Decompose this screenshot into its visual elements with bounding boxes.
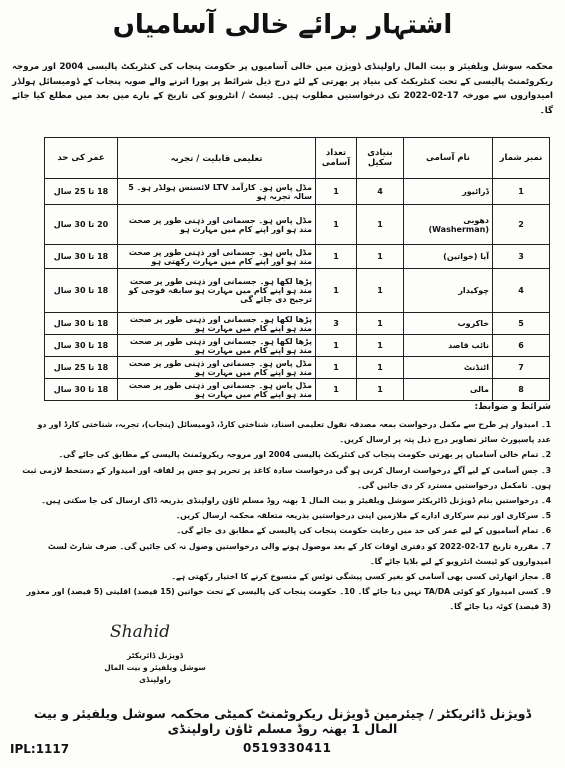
cell-serial: 8: [493, 379, 550, 401]
table-header-row: [45, 138, 550, 179]
condition-item: 3۔ جس آسامی کے لیے آگے درخواست ارسال کرنی ہو گی درخواست سادہ کاغذ پر تحریر ہو جس پر لفافہ اور امیدوار کے دستخط لازمی ثبت ہوں۔ نامکمل درخواستیں مسترد کر دی جائیں گی۔: [22, 465, 551, 490]
cell-scale: 1: [357, 357, 404, 379]
condition-item: 1۔ امیدوار ہر طرح سے مکمل درخواست بمعہ مصدقہ نقول تعلیمی اسناد، شناختی کارڈ، ڈومیسائل (پنجاب)، تجربہ، شناختی کارڈ اور دو عدد پاسپورٹ سائز تصاویر درج ذیل پتہ پر ارسال کریں۔: [37, 420, 551, 445]
condition-item: 8۔ مجاز اتھارٹی کسی بھی آسامی کو بغیر کسی پیشگی نوٹس کے منسوخ کرنے کا اختیار رکھتی ہے۔: [171, 572, 551, 582]
signature-block: [80, 622, 220, 702]
vacancies-table: [44, 137, 550, 401]
col-qualification: تعلیمی قابلیت / تجربہ: [118, 138, 316, 179]
cell-post: نائب قاصد: [404, 335, 493, 357]
condition-item: 9۔ کسی امیدوار کو کوئی TA/DA نہیں دیا جائے گا۔ 10۔ حکومت پنجاب کی پالیسی کے تحت خواتین (15 فیصد) اقلیتی (5 فیصد) اور معذور (3 فیصد) کوٹہ دیا جائے گا۔: [26, 587, 551, 612]
cell-qualification: پڑھا لکھا ہو۔ جسمانی اور ذہنی طور پر صحت مند ہو اپنے کام میں مہارت ہو سابقہ فوجی کو ترجیح دی جائے گی: [118, 269, 316, 313]
cell-post: اٹنڈنٹ: [404, 357, 493, 379]
table-row: [45, 269, 550, 313]
table-row: [45, 357, 550, 379]
cell-count: 1: [316, 269, 357, 313]
signatory-office: سوشل ویلفیئر و بیت المال راولپنڈی: [104, 663, 206, 684]
cell-qualification: مڈل پاس ہو۔ جسمانی اور ذہنی طور پر صحت مند ہو اپنے کام میں مہارت ہو: [118, 357, 316, 379]
condition-item: 5۔ سرکاری اور نیم سرکاری ادارے کے ملازمین اپنی درخواستیں بذریعہ متعلقہ محکمہ ارسال کریں۔: [175, 511, 551, 521]
cell-age: 18 تا 30 سال: [45, 269, 118, 313]
table-row: [45, 205, 550, 245]
cell-count: 1: [316, 357, 357, 379]
cell-qualification: پڑھا لکھا ہو۔ جسمانی اور ذہنی طور پر صحت مند ہو اپنے کام میں مہارت ہو: [118, 313, 316, 335]
cell-serial: 5: [493, 313, 550, 335]
cell-scale: 1: [357, 379, 404, 401]
cell-post: دھوبی (Washerman): [404, 205, 493, 245]
cell-serial: 3: [493, 245, 550, 269]
condition-item: 4۔ درخواستیں بنام ڈویژنل ڈائریکٹر سوشل ویلفیئر و بیت المال 1 بھنہ روڈ مسلم ٹاؤن راولپنڈی بذریعہ ڈاک ارسال کی جا سکتی ہیں۔: [41, 496, 551, 506]
footer-address: ڈویژنل ڈائریکٹر / چیئرمین ڈویژنل ریکروٹمنٹ کمیٹی محکمہ سوشل ویلفیئر و بیت المال 1 بھنہ روڈ مسلم ٹاؤن راولپنڈی: [33, 706, 532, 736]
cell-qualification: پڑھا لکھا ہو۔ جسمانی اور ذہنی طور پر صحت مند ہو اپنے کام میں مہارت ہو: [118, 335, 316, 357]
col-basic-scale: بنیادی سکیل: [357, 138, 404, 179]
cell-count: 3: [316, 313, 357, 335]
cell-age: 18 تا 30 سال: [45, 335, 118, 357]
ipl-number: IPL:1117: [10, 742, 70, 756]
cell-count: 1: [316, 245, 357, 269]
condition-item: 2۔ تمام خالی آسامیاں پر بھرتی حکومت پنجاب کی کنٹریکٹ پالیسی 2004 اور مروجہ ریکروٹمنٹ پالیسی کے مطابق کی جائے گی۔: [58, 450, 551, 460]
cell-serial: 6: [493, 335, 550, 357]
cell-count: 1: [316, 205, 357, 245]
cell-age: 18 تا 30 سال: [45, 245, 118, 269]
cell-qualification: مڈل پاس ہو۔ جسمانی اور ذہنی طور پر صحت مند ہو اور اپنے کام میں مہارت ہو: [118, 205, 316, 245]
cell-scale: 1: [357, 245, 404, 269]
cell-qualification: مڈل پاس ہو۔ جسمانی اور ذہنی طور پر صحت مند ہو اور اپنے کام میں مہارت رکھتی ہو: [118, 245, 316, 269]
col-post-name: نام آسامی: [404, 138, 493, 179]
condition-item: 6۔ تمام آسامیوں کے لیے عمر کی حد میں رعایت حکومت پنجاب کی پالیسی کے مطابق دی جائے گی۔: [176, 526, 551, 536]
signature: Shahid: [110, 622, 170, 642]
cell-count: 1: [316, 179, 357, 205]
cell-age: 20 تا 30 سال: [45, 205, 118, 245]
cell-post: ڈرائیور: [404, 179, 493, 205]
cell-age: 18 تا 30 سال: [45, 313, 118, 335]
signatory-title: ڈویژنل ڈائریکٹر: [127, 651, 183, 660]
cell-scale: 1: [357, 313, 404, 335]
cell-qualification: مڈل پاس ہو۔ جسمانی اور ذہنی طور پر صحت مند ہو اپنے کام میں مہارت ہو: [118, 379, 316, 401]
cell-scale: 4: [357, 179, 404, 205]
cell-age: 18 تا 25 سال: [45, 179, 118, 205]
cell-scale: 1: [357, 205, 404, 245]
cell-qualification: مڈل پاس ہو۔ کارآمد LTV لائسنس ہولڈر ہو۔ 5 سالہ تجربہ ہو: [118, 179, 316, 205]
cell-post: خاکروب: [404, 313, 493, 335]
page-title: اشتہار برائے خالی آسامیاں: [112, 10, 453, 40]
cell-serial: 1: [493, 179, 550, 205]
table-row: [45, 379, 550, 401]
col-age-limit: عمر کی حد: [45, 138, 118, 179]
cell-count: 1: [316, 335, 357, 357]
table-row: [45, 245, 550, 269]
table-row: [45, 313, 550, 335]
cell-serial: 4: [493, 269, 550, 313]
cell-age: 18 تا 25 سال: [45, 357, 118, 379]
cell-serial: 7: [493, 357, 550, 379]
conditions-heading: شرائط و ضوابط:: [474, 402, 551, 412]
cell-post: مالی: [404, 379, 493, 401]
table-row: [45, 335, 550, 357]
cell-age: 18 تا 30 سال: [45, 379, 118, 401]
phone-number: 0519330411: [243, 741, 332, 755]
col-post-count: تعداد آسامی: [316, 138, 357, 179]
intro-paragraph: محکمہ سوشل ویلفیئر و بیت المال راولپنڈی ڈویژن میں خالی آسامیوں پر حکومت پنجاب کی کنٹریکٹ پالیسی 2004 اور مروجہ ریکروٹمنٹ پالیسی کے تحت کنٹریکٹ کی بنیاد پر بھرتی کے لئے درج ذیل شرائط پر پورا اترنے والے صوبہ پنجاب کے ڈومیسائل ہولڈر امیدواروں سے مورخہ 17-02-2022 تک درخواستیں مطلوب ہیں۔ ٹیسٹ / انٹرویو کی تاریخ کے بارے میں بعد میں مطلع کیا جائے گا۔: [12, 62, 554, 116]
conditions-list: [22, 417, 551, 615]
cell-post: چوکیدار: [404, 269, 493, 313]
table-row: [45, 179, 550, 205]
condition-item: 7۔ مقررہ تاریخ 17-02-2022 کو دفتری اوقات کار کے بعد موصول ہونے والی درخواستیں وصول نہ کی جائیں گی۔ صرف شارٹ لسٹ امیدواروں کو ٹیسٹ انٹرویو کے لیے بلایا جائے گا۔: [47, 541, 551, 566]
col-serial: نمبر شمار: [493, 138, 550, 179]
cell-count: 1: [316, 379, 357, 401]
cell-scale: 1: [357, 335, 404, 357]
cell-serial: 2: [493, 205, 550, 245]
cell-post: آیا (خواتین): [404, 245, 493, 269]
cell-scale: 1: [357, 269, 404, 313]
